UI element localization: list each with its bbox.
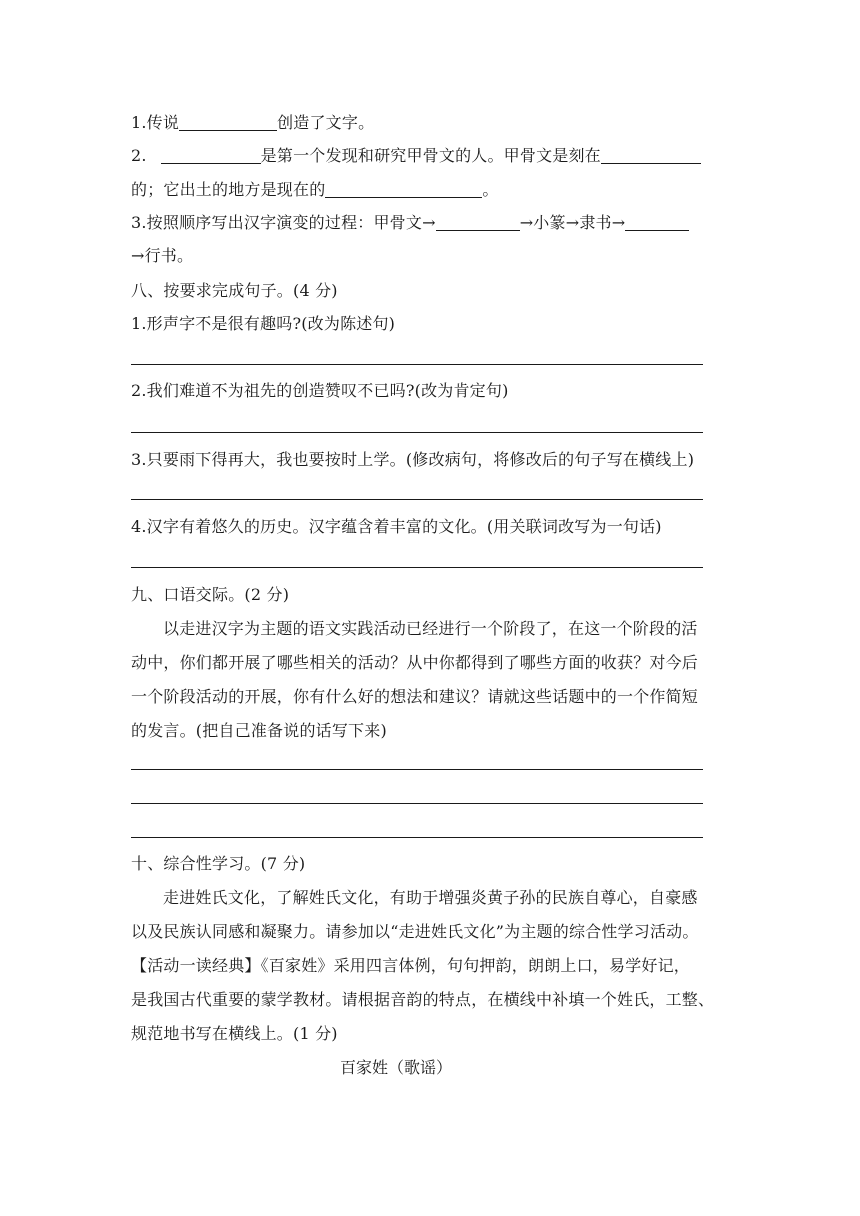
section-8-item-2: 2.我们难道不为祖先的创造赞叹不已吗?(改为肯定句) bbox=[131, 381, 509, 400]
section-10-paragraph-line: 规范地书写在横线上。(1 分) bbox=[131, 1024, 338, 1043]
fill-blank-q3 bbox=[131, 212, 689, 234]
section-8-title: 八、按要求完成句子。(4 分) bbox=[131, 281, 338, 300]
answer-line[interactable] bbox=[131, 499, 703, 500]
section-10-paragraph-line: 以及民族认同感和凝聚力。请参加以“走进姓氏文化”为主题的综合性学习活动。 bbox=[131, 922, 699, 941]
q1-blank[interactable] bbox=[179, 114, 277, 131]
answer-line[interactable] bbox=[131, 364, 703, 365]
answer-line[interactable] bbox=[131, 769, 703, 770]
arrow-icon: → bbox=[611, 213, 626, 232]
poem-title: 百家姓（歌谣） bbox=[340, 1058, 453, 1077]
arrow-icon: → bbox=[422, 213, 436, 232]
answer-line[interactable] bbox=[131, 567, 703, 568]
fill-blank-q3-line2 bbox=[131, 245, 193, 267]
q2-after1: 是第一个发现和研究甲骨文的人。甲骨文是刻在 bbox=[260, 146, 601, 165]
answer-line[interactable] bbox=[131, 432, 703, 433]
section-9-paragraph-line: 一个阶段活动的开展，你有什么好的想法和建议？请就这些话题中的一个作简短 bbox=[131, 687, 699, 706]
q2-blank-3[interactable] bbox=[325, 181, 482, 198]
section-10-paragraph-line: 走进姓氏文化，了解姓氏文化，有助于增强炎黄子孙的民族自尊心，自豪感 bbox=[163, 888, 698, 907]
q2-number: 2. bbox=[131, 146, 147, 165]
q2-line2-start: 的；它出土的地方是现在的 bbox=[131, 180, 326, 199]
section-9-paragraph-line: 以走进汉字为主题的语文实践活动已经进行一个阶段了，在这一个阶段的活 bbox=[163, 619, 698, 638]
q3-before: 按照顺序写出汉字演变的过程：甲骨文 bbox=[146, 213, 423, 232]
section-10-title: 十、综合性学习。(7 分) bbox=[131, 854, 306, 873]
q2-blank-1[interactable] bbox=[161, 147, 261, 164]
section-9-paragraph-line: 动中，你们都开展了哪些相关的活动？从中你都得到了哪些方面的收获？对今后 bbox=[131, 653, 699, 672]
q3-mid: 小篆 bbox=[533, 213, 566, 232]
arrow-icon: → bbox=[131, 246, 145, 265]
q3-blank-1[interactable] bbox=[436, 214, 520, 231]
section-8-item-1: 1.形声字不是很有趣吗?(改为陈述句) bbox=[131, 314, 396, 333]
q3-blank-2[interactable] bbox=[625, 214, 689, 231]
q1-number: 1. bbox=[131, 113, 147, 132]
fill-blank-q1 bbox=[131, 112, 374, 134]
section-8-item-4: 4.汉字有着悠久的历史。汉字蕴含着丰富的文化。(用关联词改写为一句话) bbox=[131, 517, 662, 536]
section-9-title: 九、口语交际。(2 分) bbox=[131, 585, 290, 604]
q3-number: 3. bbox=[131, 213, 147, 232]
section-10-paragraph-line: 是我国古代重要的蒙学教材。请根据音韵的特点，在横线中补填一个姓氏，工整、 bbox=[131, 990, 715, 1009]
section-9-paragraph-line: 的发言。(把自己准备说的话写下来) bbox=[131, 721, 387, 740]
section-10-paragraph-line: 【活动一读经典】《百家姓》采用四言体例，句句押韵，朗朗上口，易学好记， bbox=[131, 956, 691, 975]
answer-line[interactable] bbox=[131, 803, 703, 804]
arrow-icon: → bbox=[565, 213, 580, 232]
q3-line2: 行书。 bbox=[144, 246, 194, 265]
answer-line[interactable] bbox=[131, 837, 703, 838]
q2-blank-2[interactable] bbox=[601, 147, 701, 164]
q1-before: 传说 bbox=[146, 113, 180, 132]
q3-mid2: 隶书 bbox=[579, 213, 612, 232]
q2-line2-end: 。 bbox=[482, 180, 499, 199]
fill-blank-q2-line2 bbox=[131, 179, 499, 201]
fill-blank-q2 bbox=[131, 145, 701, 167]
arrow-icon: → bbox=[519, 213, 534, 232]
section-8-item-3: 3.只要雨下得再大，我也要按时上学。(修改病句，将修改后的句子写在横线上) bbox=[131, 450, 695, 469]
q1-after: 创造了文字。 bbox=[277, 113, 375, 132]
